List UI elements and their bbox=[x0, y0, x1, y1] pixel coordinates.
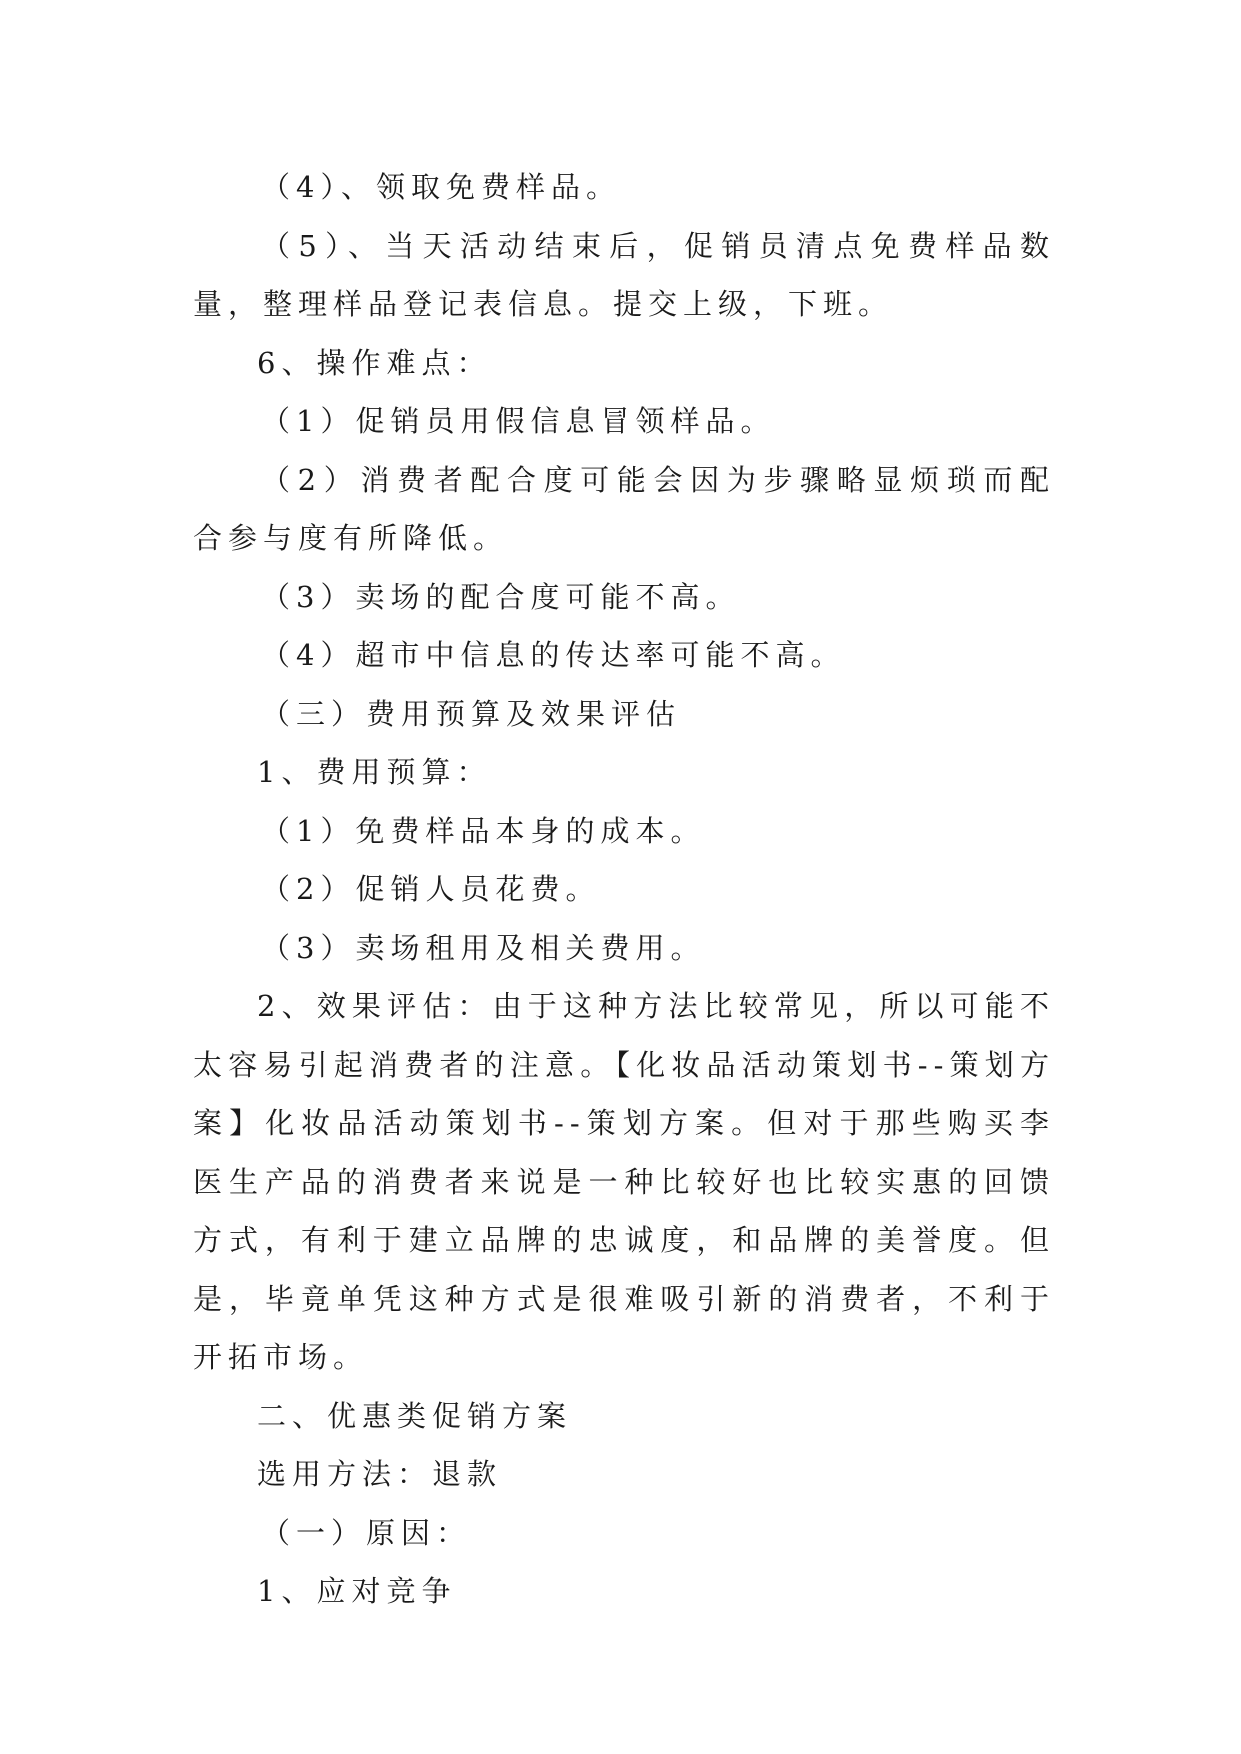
paragraph: 2、效果评估：由于这种方法比较常见，所以可能不太容易引起消费者的注意。【化妆品活动策划书--策划方案】化妆品活动策划书--策划方案。但对于那些购买李医生产品的消费者来说是一种比较好也比较实惠的回馈方式，有利于建立品牌的忠诚度，和品牌的美誉度。但是，毕竟单凭这种方式是很难吸引新的消费者，不利于开拓市场。 bbox=[193, 989, 1055, 1374]
section-heading: 1、应对竞争 bbox=[257, 1574, 457, 1608]
paragraph: （1）促销员用假信息冒领样品。 bbox=[261, 404, 776, 438]
paragraph: 选用方法：退款 bbox=[257, 1457, 503, 1491]
section-heading: 6、操作难点： bbox=[257, 345, 492, 380]
section-heading: 1、费用预算： bbox=[257, 755, 492, 789]
paragraph: （2）促销人员花费。 bbox=[261, 872, 601, 906]
paragraph: （5）、当天活动结束后，促销员清点免费样品数量，整理样品登记表信息。提交上级，下班。 bbox=[193, 228, 1055, 321]
paragraph: （4）、领取免费样品。 bbox=[261, 170, 621, 204]
paragraph: （3）卖场的配合度可能不高。 bbox=[261, 579, 741, 614]
paragraph: （4）超市中信息的传达率可能不高。 bbox=[261, 638, 846, 672]
paragraph: （3）卖场租用及相关费用。 bbox=[261, 930, 706, 965]
document-body bbox=[193, 158, 1055, 1621]
section-heading: （三）费用预算及效果评估 bbox=[261, 696, 682, 731]
section-heading: （一）原因： bbox=[261, 1515, 472, 1550]
paragraph: （1）免费样品本身的成本。 bbox=[261, 813, 706, 848]
section-heading: 二、优惠类促销方案 bbox=[257, 1398, 573, 1433]
paragraph: （2）消费者配合度可能会因为步骤略显烦琐而配合参与度有所降低。 bbox=[193, 462, 1055, 555]
